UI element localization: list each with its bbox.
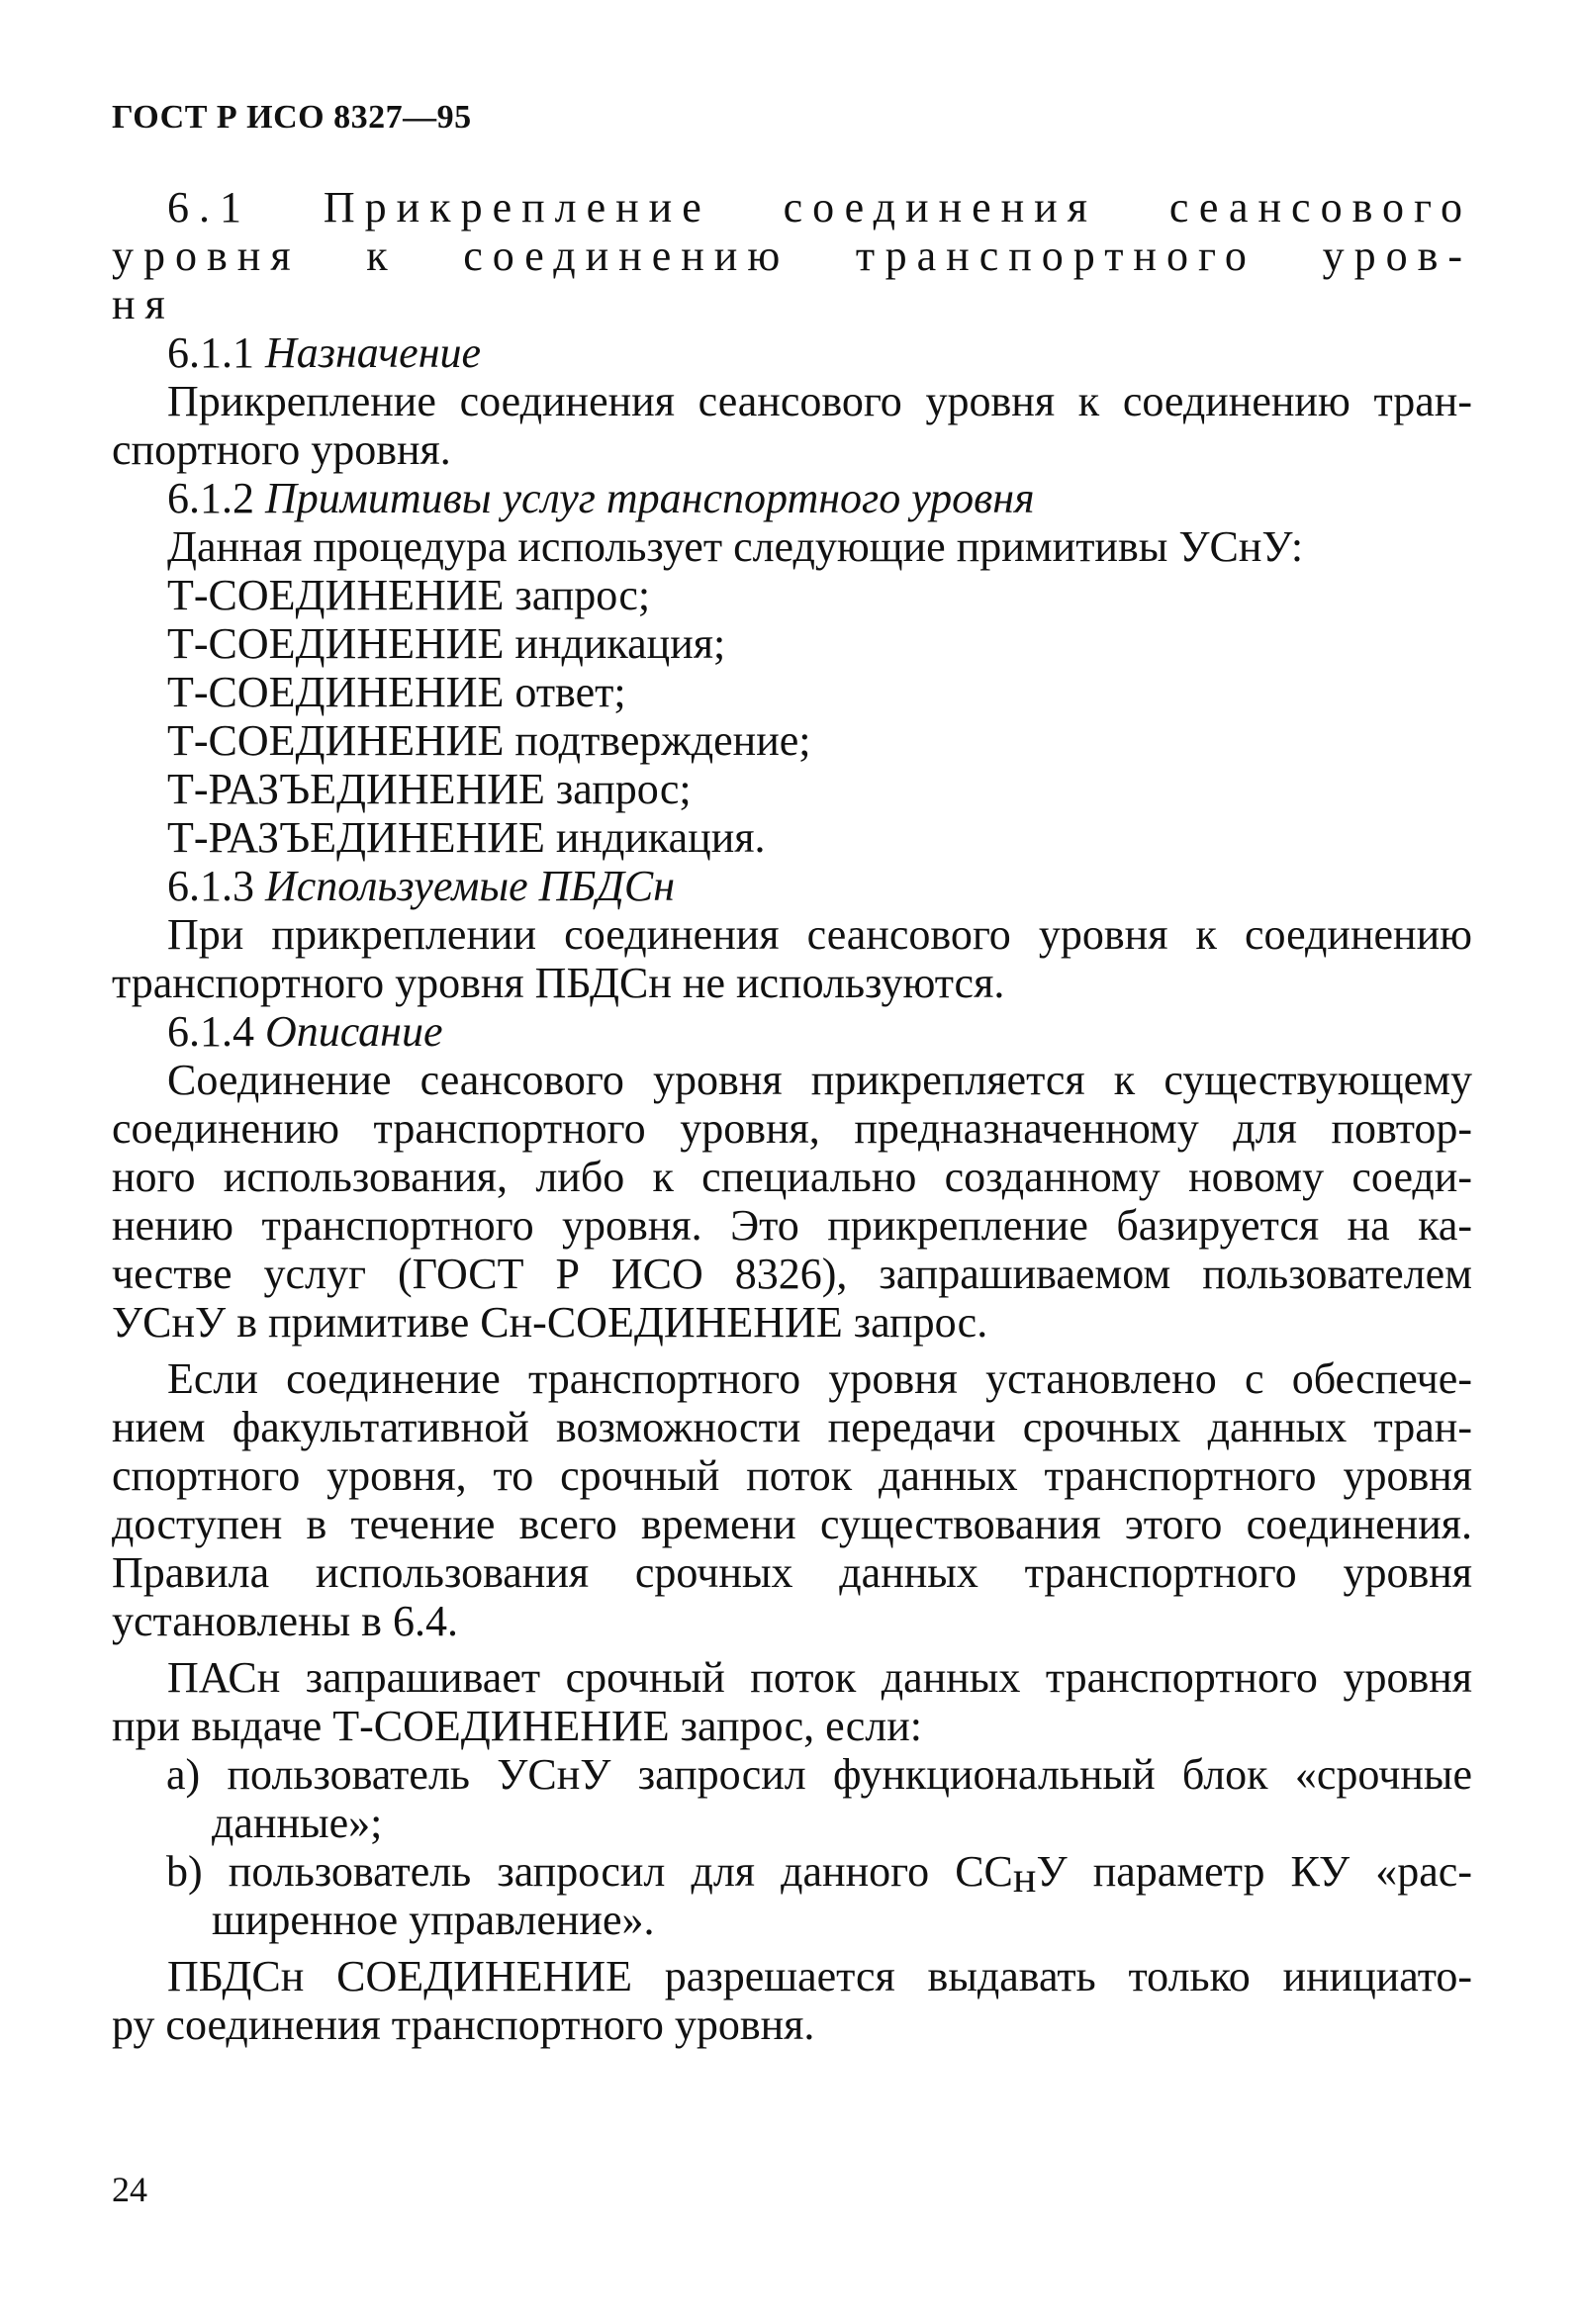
list-item-line: ширенное управление». xyxy=(212,1896,655,1944)
list-item xyxy=(112,619,1472,668)
paragraph-line: Данная процедура использует следующие примитивы УСнУ: xyxy=(167,522,1304,571)
list-marker: b) xyxy=(166,1847,203,1896)
subsection-number: 6.1.2 xyxy=(167,474,254,522)
primitive-name: Т-СОЕДИНЕНИЕ xyxy=(167,716,505,765)
page-number: 24 xyxy=(112,2170,147,2209)
primitive-name: Т-РАЗЪЕДИНЕНИЕ xyxy=(167,765,545,813)
subsection-title: Примитивы услуг транспортного уровня xyxy=(265,474,1035,522)
primitive-kind: запрос; xyxy=(514,571,651,619)
paragraph-line: транспортного уровня ПБДСн не используются. xyxy=(112,959,1005,1007)
primitive-kind: индикация; xyxy=(514,619,726,668)
list-item-text: пользователь УСнУ запросил функциональный блок «срочные xyxy=(227,1750,1472,1799)
list-item xyxy=(112,813,1472,862)
section-title-line-2: уровня к соединению транспортного уров- xyxy=(112,232,1472,280)
text-fragment: н xyxy=(1012,1853,1037,1902)
paragraph-line: Если соединение транспортного уровня установлено с обеспече- xyxy=(167,1354,1472,1403)
paragraph-line: Правила использования срочных данных транспортного уровня xyxy=(112,1548,1472,1597)
paragraph-line: спортного уровня. xyxy=(112,425,451,474)
subsection-title: Назначение xyxy=(265,328,482,377)
paragraph xyxy=(112,1056,1472,1347)
paragraph-line: ного использования, либо к специально созданному новому соеди- xyxy=(112,1153,1472,1201)
list-item-line xyxy=(112,1847,1472,1902)
subsection-heading-612 xyxy=(112,474,1472,522)
primitives-list xyxy=(112,571,1472,862)
subsection-number: 6.1.1 xyxy=(167,328,254,377)
subsection-title: Используемые ПБДСн xyxy=(265,862,676,910)
subsection-number: 6.1.4 xyxy=(167,1007,254,1056)
section-title-line-1: 6.1 Прикрепление соединения сеансового xyxy=(167,183,1472,232)
section-title-line-3: ня xyxy=(112,280,175,328)
paragraph-line: соединению транспортного уровня, предназначенному для повтор- xyxy=(112,1104,1472,1153)
paragraph xyxy=(112,1653,1472,1750)
list-item-b xyxy=(112,1847,1472,1944)
paragraph-line: При прикреплении соединения сеансового уровня к соединению xyxy=(167,910,1472,959)
primitive-kind: индикация. xyxy=(555,813,766,862)
primitive-name: Т-СОЕДИНЕНИЕ xyxy=(167,668,505,716)
paragraph-line: честве услуг (ГОСТ Р ИСО 8326), запрашиваемом пользователем xyxy=(112,1250,1472,1298)
paragraph-line: установлены в 6.4. xyxy=(112,1597,458,1645)
list-item xyxy=(112,571,1472,619)
subsection-heading-613 xyxy=(112,862,1472,910)
list-marker: а) xyxy=(166,1750,201,1799)
document-header: ГОСТ Р ИСО 8327—95 xyxy=(112,99,472,136)
paragraph-line: доступен в течение всего времени существования этого соединения. xyxy=(112,1500,1472,1548)
paragraph-line: ПБДСн СОЕДИНЕНИЕ разрешается выдавать только инициато- xyxy=(167,1952,1472,2000)
paragraph xyxy=(112,1354,1472,1645)
list-item-line: данные»; xyxy=(212,1799,383,1847)
text-fragment: пользователь запросил для данного СС xyxy=(228,1847,1013,1896)
paragraph-line: ру соединения транспортного уровня. xyxy=(112,2000,815,2049)
paragraph-line: нению транспортного уровня. Это прикрепление базируется на ка- xyxy=(112,1201,1472,1250)
list-item xyxy=(112,765,1472,813)
list-item-a xyxy=(112,1750,1472,1847)
subsection-title: Описание xyxy=(265,1007,443,1056)
subsection-heading-614 xyxy=(112,1007,1472,1056)
page-content xyxy=(112,183,1472,2049)
text-fragment: У параметр КУ «рас- xyxy=(1036,1847,1472,1896)
subsection-number: 6.1.3 xyxy=(167,862,254,910)
paragraph-line: спортного уровня, то срочный поток данных транспортного уровня xyxy=(112,1451,1472,1500)
list-item-line xyxy=(112,1750,1472,1799)
primitive-name: Т-СОЕДИНЕНИЕ xyxy=(167,619,505,668)
list-item xyxy=(112,668,1472,716)
paragraph-line: нием факультативной возможности передачи срочных данных тран- xyxy=(112,1403,1472,1451)
primitive-name: Т-СОЕДИНЕНИЕ xyxy=(167,571,505,619)
paragraph-line: Соединение сеансового уровня прикрепляется к существующему xyxy=(167,1056,1472,1104)
primitive-name: Т-РАЗЪЕДИНЕНИЕ xyxy=(167,813,545,862)
paragraph xyxy=(112,1952,1472,2049)
list-item xyxy=(112,716,1472,765)
subsection-heading-611 xyxy=(112,328,1472,377)
paragraph-line: Прикрепление соединения сеансового уровня к соединению тран- xyxy=(167,377,1472,425)
paragraph-line: при выдаче Т-СОЕДИНЕНИЕ запрос, если: xyxy=(112,1702,923,1750)
paragraph-line: ПАСн запрашивает срочный поток данных транспортного уровня xyxy=(167,1653,1472,1702)
paragraph-line: УСнУ в примитиве Сн-СОЕДИНЕНИЕ запрос. xyxy=(112,1298,988,1347)
primitive-kind: запрос; xyxy=(555,765,692,813)
primitive-kind: ответ; xyxy=(514,668,626,716)
list-item-text xyxy=(229,1847,1472,1902)
primitive-kind: подтверждение; xyxy=(514,716,811,765)
